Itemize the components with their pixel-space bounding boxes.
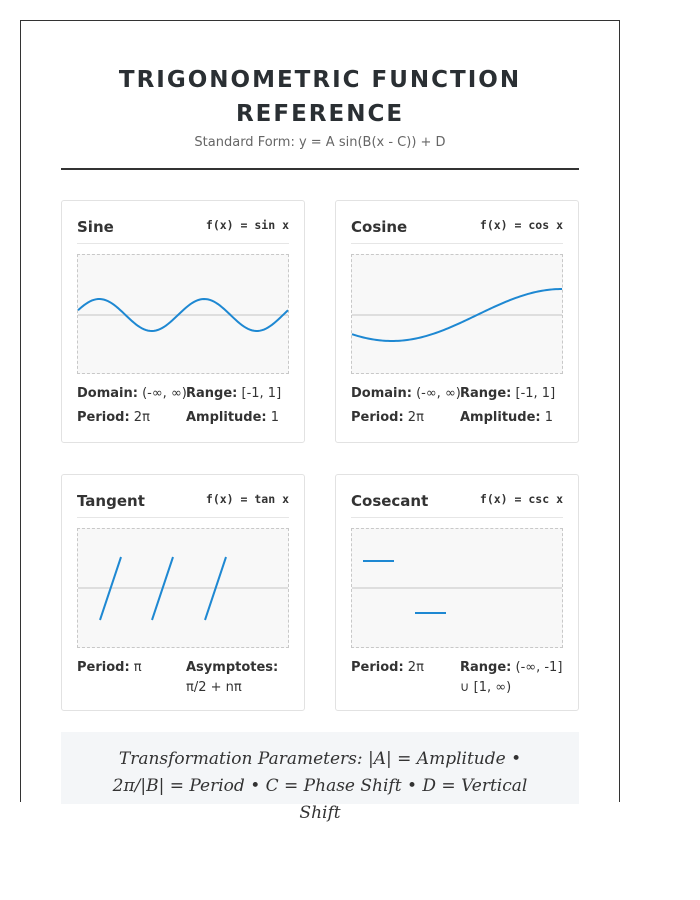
page-subtitle: Standard Form: y = A sin(B(x - C)) + D bbox=[194, 135, 446, 150]
cosine-graph bbox=[352, 255, 562, 373]
property-period: Period: 2π bbox=[351, 660, 424, 675]
plot-area bbox=[77, 528, 289, 648]
card-formula: f(x) = sin x bbox=[205, 218, 289, 232]
card-header bbox=[77, 489, 289, 518]
property-domain: Domain: (-∞, ∞) bbox=[351, 386, 461, 401]
property-period: Period: 2π bbox=[77, 410, 150, 425]
reference-sheet bbox=[20, 20, 620, 823]
property-range: Range: [-1, 1] bbox=[460, 386, 556, 401]
card-title: Tangent bbox=[77, 492, 145, 510]
card-title: Cosine bbox=[351, 218, 408, 236]
property-period: Period: 2π bbox=[351, 410, 424, 425]
property-range: Range: [-1, 1] bbox=[186, 386, 282, 401]
card-formula: f(x) = cos x bbox=[479, 218, 563, 232]
card-cosine bbox=[335, 200, 579, 443]
property-period: Period: π bbox=[77, 660, 142, 675]
transformation-parameters bbox=[61, 732, 579, 823]
property-domain: Domain: (-∞, ∞) bbox=[77, 386, 187, 401]
transformation-text: Transformation Parameters: |A| = Amplitude • 2π/|B| = Period • C = Phase Shift • D = Vertical Shift bbox=[112, 749, 528, 823]
header-divider bbox=[61, 168, 579, 170]
tangent-graph bbox=[78, 529, 288, 647]
card-sine bbox=[61, 200, 305, 443]
card-title: Sine bbox=[77, 218, 114, 236]
property-amplitude: Amplitude: 1 bbox=[460, 410, 554, 425]
cosecant-graph bbox=[352, 529, 562, 647]
card-header bbox=[351, 489, 563, 518]
plot-area bbox=[77, 254, 289, 374]
sine-graph bbox=[78, 255, 288, 373]
card-title: Cosecant bbox=[351, 492, 429, 510]
page-title: TRIGONOMETRIC FUNCTION REFERENCE bbox=[118, 67, 522, 127]
card-cosecant bbox=[335, 474, 579, 711]
property-asymptotes: Asymptotes: π/2 + nπ bbox=[186, 660, 279, 695]
card-tangent bbox=[61, 474, 305, 711]
card-header bbox=[77, 215, 289, 244]
card-formula: f(x) = csc x bbox=[479, 492, 563, 506]
card-formula: f(x) = tan x bbox=[205, 492, 289, 506]
card-header bbox=[351, 215, 563, 244]
property-range: Range: (-∞, -1] ∪ [1, ∞) bbox=[460, 660, 563, 695]
property-amplitude: Amplitude: 1 bbox=[186, 410, 280, 425]
plot-area bbox=[351, 254, 563, 374]
plot-area bbox=[351, 528, 563, 648]
